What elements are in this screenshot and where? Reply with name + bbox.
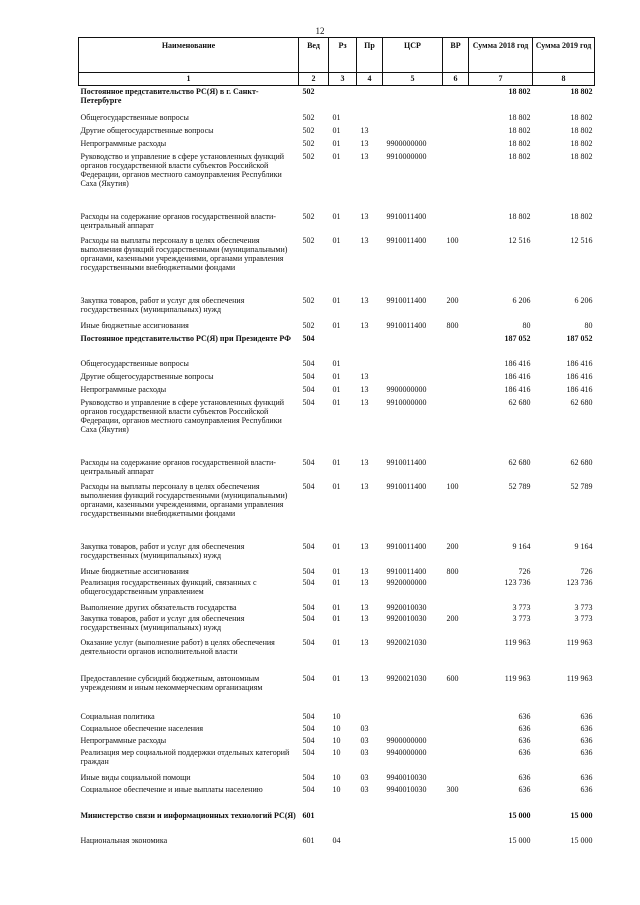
row-vr xyxy=(443,602,469,613)
row-sum-2018: 9 164 xyxy=(512,541,531,551)
row-csr xyxy=(383,358,443,371)
row-csr: 9940000000 xyxy=(386,747,427,757)
row-ved: 502 xyxy=(302,320,315,330)
row-name: Социальное обеспечение и иные выплаты населению xyxy=(80,784,263,794)
column-number: 8 xyxy=(533,73,595,86)
row-pr xyxy=(357,112,383,125)
row-sum-2019: 80 xyxy=(584,320,593,330)
row-sum-2019: 123 736 xyxy=(566,577,593,587)
row-csr: 9920000000 xyxy=(386,577,427,587)
row-sum-2018: 636 xyxy=(518,723,531,733)
row-pr: 13 xyxy=(360,320,369,330)
row-sum-2018: 15 000 xyxy=(508,810,531,820)
column-number: 4 xyxy=(357,73,383,86)
table-row xyxy=(79,835,595,847)
row-ved: 504 xyxy=(302,602,315,612)
row-vr xyxy=(443,358,469,371)
row-csr: 9910000000 xyxy=(386,397,427,407)
row-name: Руководство и управление в сфере установленных функций органов государственной власти субъектов Российской Федерации, органов местного самоуправления Республики Саха (Якутия) xyxy=(80,151,285,189)
row-vr xyxy=(443,211,469,235)
row-sum-2018: 636 xyxy=(518,784,531,794)
row-vr: 200 xyxy=(446,541,459,551)
row-ved: 601 xyxy=(302,835,315,845)
row-rz: 01 xyxy=(332,397,341,407)
row-csr: 9910011400 xyxy=(386,481,427,491)
row-rz: 10 xyxy=(332,735,341,745)
row-pr: 13 xyxy=(360,637,369,647)
row-csr: 9910011400 xyxy=(386,211,427,221)
row-ved: 504 xyxy=(302,358,315,368)
table-row xyxy=(79,566,595,577)
row-sum-2018: 186 416 xyxy=(504,384,531,394)
row-rz xyxy=(329,86,357,112)
column-number: 2 xyxy=(299,73,329,86)
row-csr xyxy=(383,723,443,735)
row-pr: 03 xyxy=(360,772,369,782)
row-sum-2018: 18 802 xyxy=(508,112,531,122)
row-ved: 504 xyxy=(302,613,315,623)
header-name: Наименование xyxy=(79,38,299,73)
table-row xyxy=(79,384,595,397)
row-rz: 01 xyxy=(332,637,341,647)
row-sum-2019: 62 680 xyxy=(570,457,593,467)
row-sum-2019: 18 802 xyxy=(570,151,593,161)
table-row xyxy=(79,723,595,735)
row-rz: 01 xyxy=(332,138,341,148)
table-row xyxy=(79,577,595,602)
row-sum-2018: 123 736 xyxy=(504,577,531,587)
table-row xyxy=(79,138,595,151)
row-sum-2019: 186 416 xyxy=(566,384,593,394)
row-ved: 504 xyxy=(302,457,315,467)
header-rz: Рз xyxy=(329,38,357,73)
row-ved: 601 xyxy=(302,810,315,820)
row-rz: 04 xyxy=(332,835,341,845)
table-row xyxy=(79,772,595,784)
table-row xyxy=(79,397,595,457)
row-vr xyxy=(443,723,469,735)
row-name: Постоянное представительство РС(Я) при Президенте РФ xyxy=(80,333,291,343)
row-sum-2019: 3 773 xyxy=(574,613,593,623)
row-sum-2019: 636 xyxy=(580,772,593,782)
row-ved: 504 xyxy=(302,784,315,794)
row-sum-2018: 62 680 xyxy=(508,397,531,407)
row-csr: 9910011400 xyxy=(386,457,427,467)
row-ved: 502 xyxy=(302,235,315,245)
row-ved: 504 xyxy=(302,673,315,683)
table-row xyxy=(79,333,595,358)
row-ved: 504 xyxy=(302,723,315,733)
table-row xyxy=(79,784,595,810)
row-pr: 13 xyxy=(360,295,369,305)
table-row xyxy=(79,481,595,541)
row-ved: 504 xyxy=(302,371,315,381)
row-name: Другие общегосударственные вопросы xyxy=(80,125,214,135)
row-sum-2019: 18 802 xyxy=(570,112,593,122)
row-pr: 13 xyxy=(360,151,369,161)
row-rz: 01 xyxy=(332,384,341,394)
row-name: Закупка товаров, работ и услуг для обеспечения государственных (муниципальных) нужд xyxy=(80,541,245,560)
row-ved: 504 xyxy=(302,566,315,576)
row-sum-2018: 15 000 xyxy=(508,835,531,845)
row-csr: 9920021030 xyxy=(386,637,427,647)
row-name: Иные бюджетные ассигнования xyxy=(80,320,189,330)
row-csr: 9910011400 xyxy=(386,295,427,305)
header-sum-2018: Сумма 2018 год xyxy=(469,38,533,73)
row-rz: 01 xyxy=(332,295,341,305)
page-number: 12 xyxy=(315,26,325,36)
row-sum-2018: 18 802 xyxy=(508,138,531,148)
row-name: Выполнение других обязательств государства xyxy=(80,602,237,612)
row-ved: 502 xyxy=(302,138,315,148)
row-sum-2018: 636 xyxy=(518,735,531,745)
row-name: Социальное обеспечение населения xyxy=(80,723,203,733)
header-csr: ЦСР xyxy=(383,38,443,73)
table-row xyxy=(79,673,595,711)
row-name: Реализация мер социальной поддержки отдельных категорий граждан xyxy=(80,747,290,766)
row-vr xyxy=(443,835,469,847)
row-sum-2019: 636 xyxy=(580,747,593,757)
row-csr: 9910011400 xyxy=(386,235,427,245)
row-ved: 502 xyxy=(302,151,315,161)
row-sum-2018: 52 789 xyxy=(508,481,531,491)
row-pr: 13 xyxy=(360,211,369,221)
row-pr xyxy=(357,835,383,847)
row-name: Непрограммные расходы xyxy=(80,735,167,745)
row-sum-2019: 636 xyxy=(580,723,593,733)
row-pr: 13 xyxy=(360,481,369,491)
row-sum-2018: 119 963 xyxy=(504,637,531,647)
row-sum-2019: 636 xyxy=(580,711,593,721)
row-sum-2018: 186 416 xyxy=(504,371,531,381)
row-pr: 13 xyxy=(360,384,369,394)
row-name: Непрограммные расходы xyxy=(80,384,167,394)
row-vr xyxy=(443,112,469,125)
row-rz: 01 xyxy=(332,541,341,551)
row-name: Другие общегосударственные вопросы xyxy=(80,371,214,381)
table-row xyxy=(79,711,595,723)
row-csr xyxy=(383,333,443,358)
row-ved: 504 xyxy=(302,541,315,551)
row-sum-2019: 18 802 xyxy=(570,87,593,96)
row-sum-2018: 18 802 xyxy=(508,151,531,161)
row-ved: 502 xyxy=(302,295,315,305)
row-sum-2019: 62 680 xyxy=(570,397,593,407)
row-rz: 01 xyxy=(332,151,341,161)
row-rz: 10 xyxy=(332,723,341,733)
budget-table xyxy=(78,37,595,847)
row-sum-2019: 186 416 xyxy=(566,358,593,368)
row-pr: 13 xyxy=(360,397,369,407)
row-csr: 9900000000 xyxy=(386,384,427,394)
row-rz: 01 xyxy=(332,211,341,221)
row-name: Общегосударственные вопросы xyxy=(80,112,189,122)
row-sum-2018: 636 xyxy=(518,772,531,782)
row-rz xyxy=(329,810,357,835)
table-row xyxy=(79,125,595,138)
row-vr xyxy=(443,457,469,481)
row-name: Общегосударственные вопросы xyxy=(80,358,189,368)
table-row xyxy=(79,541,595,566)
row-vr: 100 xyxy=(446,235,459,245)
row-pr: 13 xyxy=(360,602,369,612)
row-pr: 13 xyxy=(360,673,369,683)
row-rz: 01 xyxy=(332,112,341,122)
row-vr xyxy=(443,810,469,835)
table-row xyxy=(79,613,595,637)
row-ved: 504 xyxy=(302,481,315,491)
row-sum-2018: 636 xyxy=(518,711,531,721)
row-rz: 01 xyxy=(332,457,341,467)
row-vr xyxy=(443,711,469,723)
row-name: Закупка товаров, работ и услуг для обеспечения государственных (муниципальных) нужд xyxy=(80,613,245,632)
row-sum-2018: 636 xyxy=(518,747,531,757)
row-rz: 01 xyxy=(332,125,341,135)
row-ved: 504 xyxy=(302,577,315,587)
row-pr: 13 xyxy=(360,371,369,381)
row-rz: 10 xyxy=(332,711,341,721)
row-sum-2018: 3 773 xyxy=(512,602,531,612)
row-vr xyxy=(443,138,469,151)
row-vr xyxy=(443,151,469,211)
row-name: Иные бюджетные ассигнования xyxy=(80,566,189,576)
row-pr xyxy=(357,711,383,723)
row-ved: 504 xyxy=(302,747,315,757)
row-csr: 9900000000 xyxy=(386,735,427,745)
row-name: Социальная политика xyxy=(80,711,155,721)
row-ved: 502 xyxy=(302,125,315,135)
table-row xyxy=(79,358,595,371)
row-name: Предоставление субсидий бюджетным, автономным учреждениям и иным некоммерческим организациям xyxy=(80,673,263,692)
column-number: 5 xyxy=(383,73,443,86)
row-pr: 03 xyxy=(360,723,369,733)
row-sum-2018: 18 802 xyxy=(508,211,531,221)
row-sum-2019: 119 963 xyxy=(566,673,593,683)
row-csr: 9900000000 xyxy=(386,138,427,148)
row-name: Оказание услуг (выполнение работ) в целях обеспечения деятельности органов исполнительной власти xyxy=(80,637,275,656)
row-rz: 10 xyxy=(332,784,341,794)
row-csr xyxy=(383,125,443,138)
row-ved: 504 xyxy=(302,772,315,782)
table-row xyxy=(79,235,595,295)
row-pr xyxy=(357,333,383,358)
row-pr: 13 xyxy=(360,541,369,551)
row-rz: 01 xyxy=(332,320,341,330)
table-row xyxy=(79,747,595,772)
row-name: Непрограммные расходы xyxy=(80,138,167,148)
row-sum-2018: 3 773 xyxy=(512,613,531,623)
row-sum-2019: 18 802 xyxy=(570,125,593,135)
row-sum-2019: 636 xyxy=(580,735,593,745)
row-pr: 13 xyxy=(360,613,369,623)
row-rz: 01 xyxy=(332,371,341,381)
row-csr: 9910011400 xyxy=(386,320,427,330)
row-csr: 9910000000 xyxy=(386,151,427,161)
row-pr: 03 xyxy=(360,747,369,757)
row-vr xyxy=(443,747,469,772)
row-name: Расходы на содержание органов государственной власти- центральный аппарат xyxy=(80,457,276,476)
row-name: Расходы на выплаты персоналу в целях обеспечения выполнения функций государственными (муниципальными) органами, казенными учреждениями, органами управления государственными внебюджетными фондами xyxy=(80,235,288,273)
row-sum-2019: 15 000 xyxy=(570,810,593,820)
row-sum-2019: 187 052 xyxy=(566,333,593,343)
row-csr: 9920010030 xyxy=(386,602,427,612)
row-ved: 504 xyxy=(302,637,315,647)
row-vr xyxy=(443,371,469,384)
row-sum-2018: 6 206 xyxy=(512,295,531,305)
row-vr: 200 xyxy=(446,295,459,305)
row-rz: 01 xyxy=(332,602,341,612)
row-pr: 13 xyxy=(360,566,369,576)
row-ved: 502 xyxy=(302,112,315,122)
row-name: Расходы на содержание органов государственной власти- центральный аппарат xyxy=(80,211,276,230)
column-number-row xyxy=(79,73,595,86)
row-name: Закупка товаров, работ и услуг для обеспечения государственных (муниципальных) нужд xyxy=(80,295,245,314)
row-csr xyxy=(383,112,443,125)
header-vr: ВР xyxy=(443,38,469,73)
row-rz: 01 xyxy=(332,566,341,576)
row-rz: 01 xyxy=(332,613,341,623)
table-row xyxy=(79,112,595,125)
table-row xyxy=(79,457,595,481)
row-rz: 10 xyxy=(332,772,341,782)
row-vr xyxy=(443,735,469,747)
row-sum-2018: 18 802 xyxy=(508,87,531,96)
table-row xyxy=(79,735,595,747)
table-row xyxy=(79,637,595,673)
row-sum-2018: 186 416 xyxy=(504,358,531,368)
row-ved: 502 xyxy=(302,87,315,96)
row-ved: 504 xyxy=(302,333,315,343)
row-sum-2019: 18 802 xyxy=(570,211,593,221)
table-row xyxy=(79,151,595,211)
row-sum-2019: 52 789 xyxy=(570,481,593,491)
row-vr xyxy=(443,397,469,457)
row-vr xyxy=(443,125,469,138)
row-csr: 9910011400 xyxy=(386,541,427,551)
row-vr xyxy=(443,333,469,358)
row-pr: 13 xyxy=(360,138,369,148)
table-row xyxy=(79,602,595,613)
row-sum-2018: 18 802 xyxy=(508,125,531,135)
row-vr: 100 xyxy=(446,481,459,491)
row-csr xyxy=(383,711,443,723)
table-row xyxy=(79,211,595,235)
row-rz: 01 xyxy=(332,577,341,587)
row-name: Министерство связи и информационных технологий РС(Я) xyxy=(80,810,296,820)
table-header-row xyxy=(79,38,595,73)
row-csr: 9940010030 xyxy=(386,784,427,794)
row-csr xyxy=(383,835,443,847)
row-pr xyxy=(357,358,383,371)
row-csr: 9940010030 xyxy=(386,772,427,782)
row-vr xyxy=(443,772,469,784)
row-vr xyxy=(443,637,469,673)
row-sum-2018: 80 xyxy=(522,320,531,330)
row-csr: 9920010030 xyxy=(386,613,427,623)
row-rz: 01 xyxy=(332,358,341,368)
row-csr xyxy=(383,371,443,384)
row-sum-2018: 62 680 xyxy=(508,457,531,467)
row-pr: 13 xyxy=(360,125,369,135)
row-name: Национальная экономика xyxy=(80,835,168,845)
row-sum-2018: 726 xyxy=(518,566,531,576)
row-sum-2019: 726 xyxy=(580,566,593,576)
row-sum-2019: 119 963 xyxy=(566,637,593,647)
row-sum-2019: 12 516 xyxy=(570,235,593,245)
table-row xyxy=(79,371,595,384)
row-vr: 800 xyxy=(446,566,459,576)
row-rz: 10 xyxy=(332,747,341,757)
row-vr: 800 xyxy=(446,320,459,330)
row-ved: 502 xyxy=(302,211,315,221)
header-sum-2019: Сумма 2019 год xyxy=(533,38,595,73)
header-ved: Вед xyxy=(299,38,329,73)
row-csr: 9920021030 xyxy=(386,673,427,683)
row-csr xyxy=(383,86,443,112)
row-sum-2018: 119 963 xyxy=(504,673,531,683)
column-number: 6 xyxy=(443,73,469,86)
row-sum-2019: 186 416 xyxy=(566,371,593,381)
row-ved: 504 xyxy=(302,735,315,745)
row-sum-2019: 18 802 xyxy=(570,138,593,148)
row-name: Расходы на выплаты персоналу в целях обеспечения выполнения функций государственными (муниципальными) органами, казенными учреждениями, органами управления государственными внебюджетными фондами xyxy=(80,481,288,519)
row-vr: 600 xyxy=(446,673,459,683)
table-row xyxy=(79,320,595,333)
column-number: 7 xyxy=(469,73,533,86)
row-pr: 13 xyxy=(360,457,369,467)
row-vr: 300 xyxy=(446,784,459,794)
row-ved: 504 xyxy=(302,384,315,394)
row-name: Постоянное представительство РС(Я) в г. Санкт-Петербурге xyxy=(80,87,259,106)
row-pr xyxy=(357,810,383,835)
row-pr: 03 xyxy=(360,784,369,794)
row-sum-2019: 636 xyxy=(580,784,593,794)
row-pr: 13 xyxy=(360,235,369,245)
row-rz: 01 xyxy=(332,673,341,683)
row-sum-2019: 9 164 xyxy=(574,541,593,551)
row-name: Руководство и управление в сфере установленных функций органов государственной власти субъектов Российской Федерации, органов местного самоуправления Республики Саха (Якутия) xyxy=(80,397,285,435)
header-pr: Пр xyxy=(357,38,383,73)
column-number: 3 xyxy=(329,73,357,86)
row-pr: 13 xyxy=(360,577,369,587)
row-vr xyxy=(443,577,469,602)
table-row xyxy=(79,295,595,320)
row-ved: 504 xyxy=(302,711,315,721)
row-csr xyxy=(383,810,443,835)
row-csr: 9910011400 xyxy=(386,566,427,576)
row-vr xyxy=(443,86,469,112)
table-row xyxy=(79,810,595,835)
row-pr xyxy=(357,86,383,112)
column-number: 1 xyxy=(79,73,299,86)
row-sum-2018: 187 052 xyxy=(504,333,531,343)
row-pr: 03 xyxy=(360,735,369,745)
row-name: Иные виды социальной помощи xyxy=(80,772,191,782)
table-row xyxy=(79,86,595,112)
row-vr xyxy=(443,384,469,397)
row-name: Реализация государственных функций, связанных с общегосударственным управлением xyxy=(80,577,257,596)
row-sum-2019: 3 773 xyxy=(574,602,593,612)
row-sum-2019: 6 206 xyxy=(574,295,593,305)
row-rz: 01 xyxy=(332,235,341,245)
row-sum-2019: 15 000 xyxy=(570,835,593,845)
row-vr: 200 xyxy=(446,613,459,623)
row-rz: 01 xyxy=(332,481,341,491)
row-sum-2018: 12 516 xyxy=(508,235,531,245)
row-ved: 504 xyxy=(302,397,315,407)
row-rz xyxy=(329,333,357,358)
